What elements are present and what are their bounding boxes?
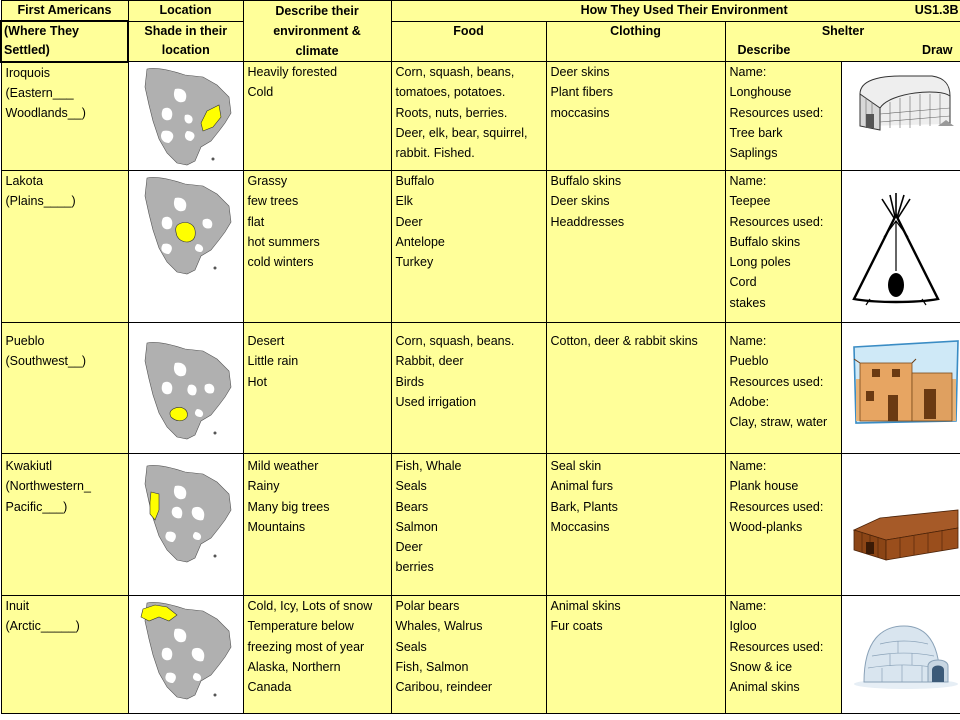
header-where-settled: (Where They Settled) (1, 21, 128, 61)
table-row (1, 596, 960, 714)
clothing-cell: Deer skins Plant fibers moccasins (546, 62, 725, 171)
clothing-cell: Animal skins Fur coats (546, 596, 725, 714)
shelter-drawing-cell (841, 323, 960, 454)
table-row (1, 62, 960, 171)
shelter-describe-cell: Name: Plank house Resources used: Wood-planks (725, 454, 841, 596)
environment-cell: Grassy few trees flat hot summers cold winters (243, 171, 391, 323)
shelter-describe-cell: Name: Teepee Resources used: Buffalo skins Long poles Cord stakes (725, 171, 841, 323)
clothing-cell: Seal skin Animal furs Bark, Plants Moccasins (546, 454, 725, 596)
header-clothing: Clothing (546, 21, 725, 61)
header-first-americans: First Americans (1, 1, 128, 22)
location-map-cell (128, 454, 243, 596)
shelter-drawing-cell (841, 171, 960, 323)
location-map-cell (128, 596, 243, 714)
environment-cell: Desert Little rain Hot (243, 323, 391, 454)
header-draw: Draw (921, 42, 953, 57)
north-america-map (133, 65, 241, 167)
shelter-describe-cell: Name: Longhouse Resources used: Tree bark Saplings (725, 62, 841, 171)
location-map-cell (128, 171, 243, 323)
north-america-map (133, 599, 241, 701)
header-food: Food (391, 21, 546, 61)
header-shelter: Shelter Describe Draw (725, 21, 960, 61)
table-row (1, 454, 960, 596)
tribe-cell: Lakota (Plains____) (1, 171, 128, 323)
longhouse-drawing (850, 68, 960, 138)
north-america-map (133, 339, 241, 441)
location-map-cell (128, 323, 243, 454)
header-code: US1.3B (914, 3, 959, 17)
teepee-drawing (846, 191, 946, 307)
header-describe: Describe (737, 42, 791, 57)
tribe-cell: Pueblo (Southwest__) (1, 323, 128, 454)
shelter-drawing-cell (841, 454, 960, 596)
tribe-cell: Iroquois (Eastern___ Woodlands__) (1, 62, 128, 171)
food-cell: Fish, Whale Seals Bears Salmon Deer berries (391, 454, 546, 596)
header-location: Location (128, 1, 243, 22)
tribe-cell: Inuit (Arctic_____) (1, 596, 128, 714)
food-cell: Corn, squash, beans, tomatoes, potatoes. Roots, nuts, berries. Deer, elk, bear, squirrel, rabbit. Fished. (391, 62, 546, 171)
environment-cell: Heavily forested Cold (243, 62, 391, 171)
pueblo-drawing (850, 339, 960, 425)
tribe-cell: Kwakiutl (Northwestern_ Pacific___) (1, 454, 128, 596)
header-describe-environment: Describe their environment & climate (243, 1, 391, 62)
header-shade-location: Shade in their location (128, 21, 243, 61)
shelter-describe-cell: Name: Igloo Resources used: Snow & ice Animal skins (725, 596, 841, 714)
environment-cell: Mild weather Rainy Many big trees Mountains (243, 454, 391, 596)
environment-cell: Cold, Icy, Lots of snow Temperature below freezing most of year Alaska, Northern Canada (243, 596, 391, 714)
food-cell: Corn, squash, beans. Rabbit, deer Birds Used irrigation (391, 323, 546, 454)
table-row (1, 323, 960, 454)
clothing-cell: Cotton, deer & rabbit skins (546, 323, 725, 454)
igloo-drawing (852, 618, 960, 690)
shelter-describe-cell: Name: Pueblo Resources used: Adobe: Clay, straw, water (725, 323, 841, 454)
food-cell: Buffalo Elk Deer Antelope Turkey (391, 171, 546, 323)
header-how-used: How They Used Their Environment US1.3B (391, 1, 960, 22)
table-row (1, 171, 960, 323)
location-map-cell (128, 62, 243, 171)
clothing-cell: Buffalo skins Deer skins Headdresses (546, 171, 725, 323)
shelter-drawing-cell (841, 62, 960, 171)
north-america-map (133, 462, 241, 564)
plank-house-drawing (850, 494, 960, 564)
shelter-drawing-cell (841, 596, 960, 714)
north-america-map (133, 174, 241, 276)
food-cell: Polar bears Whales, Walrus Seals Fish, Salmon Caribou, reindeer (391, 596, 546, 714)
